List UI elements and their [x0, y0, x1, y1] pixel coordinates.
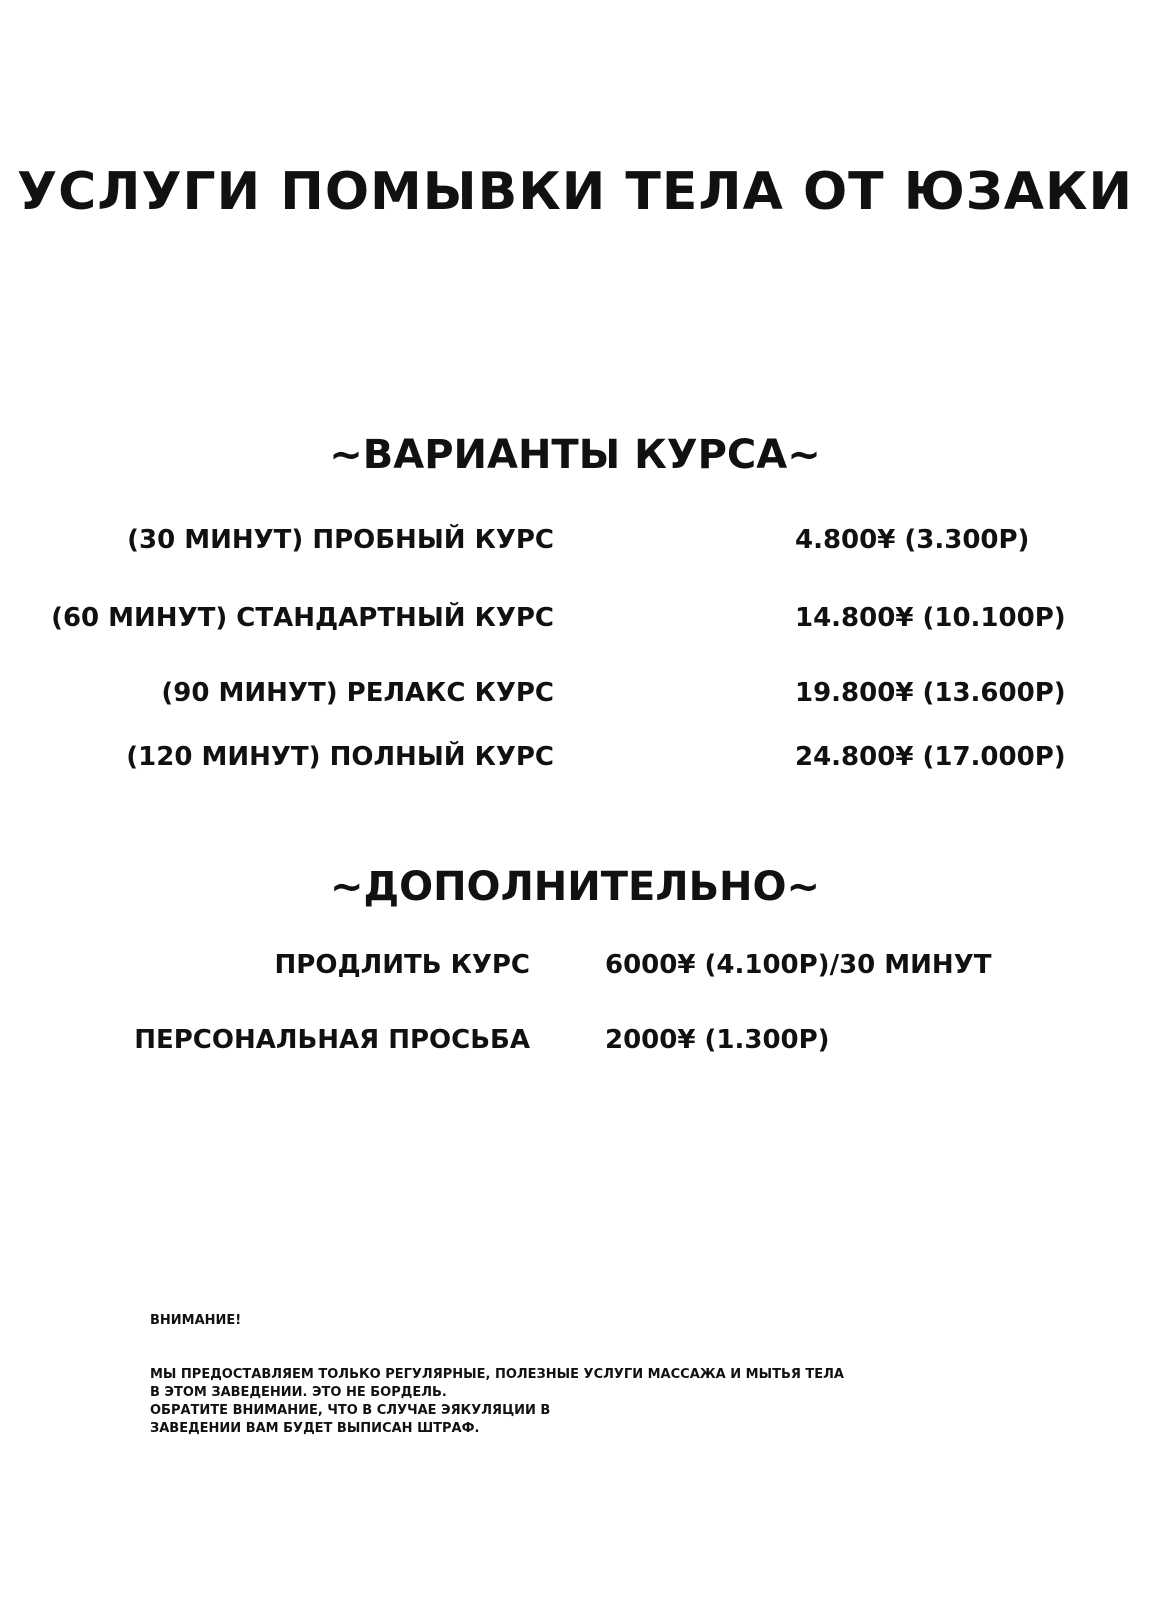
extra-price: 6000¥ (4.100Р)/30 МИНУТ — [605, 950, 992, 980]
courses-heading: ~ВАРИАНТЫ КУРСА~ — [329, 432, 821, 478]
extra-row-personal-request — [0, 1020, 1150, 1060]
extra-price: 2000¥ (1.300Р) — [605, 1025, 830, 1055]
course-label: (60 МИНУТ) СТАНДАРТНЫЙ КУРС — [51, 603, 554, 633]
course-label: (120 МИНУТ) ПОЛНЫЙ КУРС — [126, 742, 554, 772]
notice-line: В ЭТОМ ЗАВЕДЕНИИ. ЭТО НЕ БОРДЕЛЬ. — [150, 1385, 447, 1400]
course-label: (30 МИНУТ) ПРОБНЫЙ КУРС — [127, 525, 554, 555]
page-title: УСЛУГИ ПОМЫВКИ ТЕЛА ОТ ЮЗАКИ — [17, 162, 1133, 222]
extras-heading: ~ДОПОЛНИТЕЛЬНО~ — [329, 864, 821, 910]
course-price: 24.800¥ (17.000Р) — [795, 742, 1066, 772]
extra-label: ПЕРСОНАЛЬНАЯ ПРОСЬБА — [134, 1025, 530, 1055]
extra-label: ПРОДЛИТЬ КУРС — [274, 950, 530, 980]
notice-line: ЗАВЕДЕНИИ ВАМ БУДЕТ ВЫПИСАН ШТРАФ. — [150, 1421, 480, 1436]
course-row-relax — [0, 673, 1150, 713]
course-price: 14.800¥ (10.100Р) — [795, 603, 1066, 633]
course-price: 19.800¥ (13.600Р) — [795, 678, 1066, 708]
course-label: (90 МИНУТ) РЕЛАКС КУРС — [161, 678, 554, 708]
course-price: 4.800¥ (3.300Р) — [795, 525, 1030, 555]
extra-row-extend — [0, 945, 1150, 985]
notice-line: ОБРАТИТЕ ВНИМАНИЕ, ЧТО В СЛУЧАЕ ЭЯКУЛЯЦИИ В — [150, 1403, 551, 1418]
notice-line: МЫ ПРЕДОСТАВЛЯЕМ ТОЛЬКО РЕГУЛЯРНЫЕ, ПОЛЕЗНЫЕ УСЛУГИ МАССАЖА И МЫТЬЯ ТЕЛА — [150, 1367, 844, 1382]
course-row-trial — [0, 520, 1150, 560]
course-row-full — [0, 737, 1150, 777]
course-row-standard — [0, 598, 1150, 638]
notice-title: ВНИМАНИЕ! — [150, 1313, 242, 1328]
notice-body — [150, 1366, 910, 1438]
